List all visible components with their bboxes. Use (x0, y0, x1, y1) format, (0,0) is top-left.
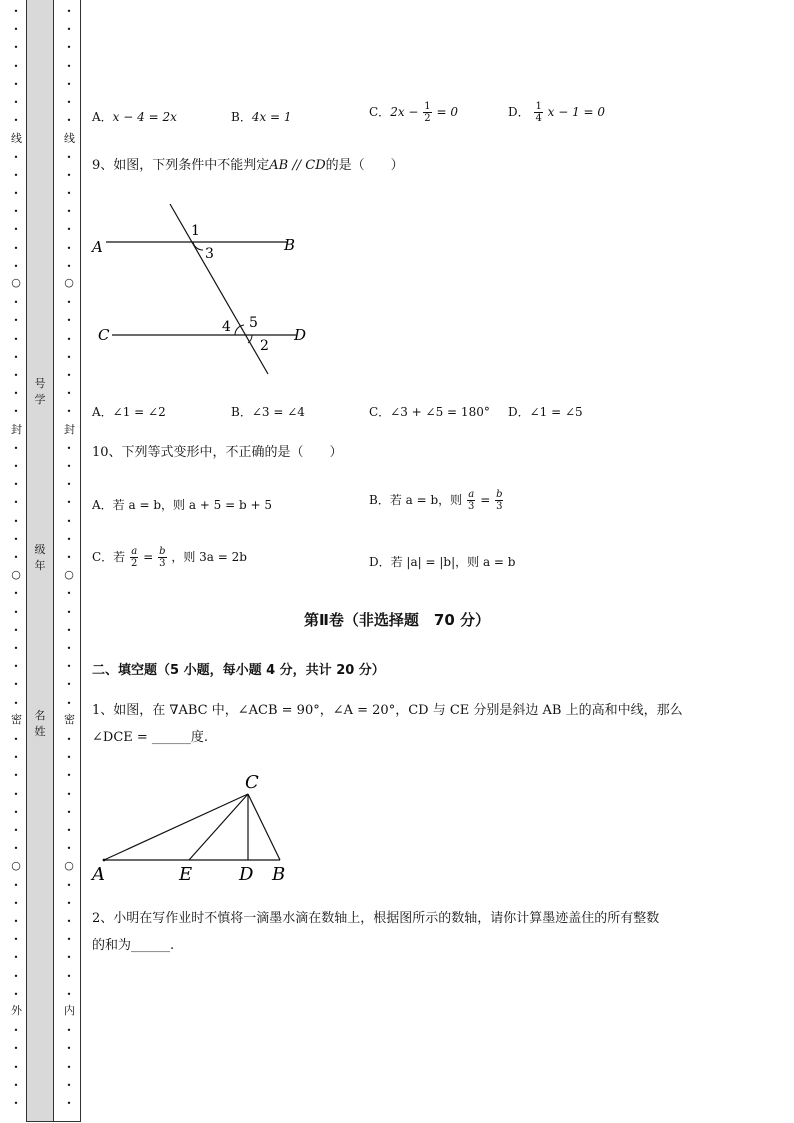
q9-option-d: D．∠1 = ∠5 (508, 405, 583, 419)
seal-dot: • (13, 407, 19, 417)
seal-dot: • (66, 880, 72, 890)
seal-circle: ○ (11, 859, 21, 872)
seal-dot: • (66, 407, 72, 417)
angle-label-3: 3 (205, 246, 214, 262)
seal-dot: • (13, 698, 19, 708)
seal-dot: • (66, 371, 72, 380)
seal-dot: • (66, 789, 72, 799)
angle-label-1: 1 (191, 223, 200, 239)
seal-dot: • (13, 644, 19, 653)
seal-dot: • (66, 1044, 72, 1054)
q9-stem: 9、如图，下列条件中不能判定AB // CD的是（ ） (92, 158, 404, 173)
seal-dot: • (66, 971, 72, 981)
seal-dot: • (13, 662, 19, 672)
seal-dot: • (13, 61, 19, 71)
seal-dot: • (66, 79, 72, 89)
seal-dot: • (13, 170, 19, 180)
seal-dot: • (13, 680, 19, 690)
seal-dot: • (13, 116, 19, 126)
seal-dot: • (66, 480, 72, 490)
seal-dot: • (66, 844, 72, 854)
label-B: B (284, 236, 296, 254)
q9-option-a: A．∠1 = ∠2 (92, 405, 166, 419)
seal-mark: 线 (11, 132, 22, 145)
margin-border-line (80, 0, 81, 1122)
seal-mark: 封 (11, 423, 22, 436)
seal-dot: • (13, 371, 19, 380)
seal-dot: • (66, 1099, 72, 1108)
q8-option-a: A．x − 4 = 2x (92, 110, 177, 124)
seal-dot: • (66, 534, 72, 544)
seal-dot: • (66, 298, 72, 308)
seal-dot: • (13, 807, 19, 817)
q10-option-a: A．若 a = b，则 a + 5 = b + 5 (92, 498, 272, 512)
seal-dot: • (13, 735, 19, 744)
label-E: E (179, 864, 193, 885)
seal-dot: • (13, 25, 19, 35)
seal-dot: • (13, 971, 19, 981)
seal-dot: • (13, 625, 19, 635)
seal-dot: • (66, 316, 72, 326)
q9-option-c: C．∠3 + ∠5 = 180° (369, 405, 490, 419)
seal-dot: • (66, 334, 72, 344)
seal-dot: • (13, 753, 19, 763)
label-B: B (272, 864, 286, 885)
seal-dot: • (66, 98, 72, 107)
seal-mark: 外 (11, 1004, 22, 1017)
label-C: C (98, 326, 110, 344)
seal-dot: • (66, 917, 72, 926)
seal-dot: • (66, 553, 72, 562)
seal-dot: • (13, 152, 19, 162)
seal-dot: • (13, 553, 19, 562)
seal-dot: • (66, 25, 72, 35)
q10-option-b: B．若 a = b，则 $\frac{a}{3}$ = $\frac{b}{3}$ (369, 489, 503, 512)
field-name: 名姓 (34, 709, 46, 738)
fraction: $\frac{b}{3}$ (496, 489, 503, 512)
seal-dot: • (66, 589, 72, 599)
field-student-number: 号学 (34, 377, 46, 406)
seal-dot: • (66, 989, 72, 999)
seal-dot: • (66, 735, 72, 744)
seal-dot: • (13, 43, 19, 53)
fraction: $\frac{a}{2}$ (131, 546, 138, 569)
seal-dot: • (66, 170, 72, 180)
seal-dot: • (13, 1080, 19, 1090)
seal-dot: • (13, 498, 19, 508)
seal-dot: • (66, 116, 72, 126)
seal-mark: 封 (64, 423, 75, 436)
seal-dot: • (13, 1044, 19, 1054)
inner-seal-line (64, 0, 74, 1123)
seal-dot: • (13, 1062, 19, 1072)
seal-dot: • (13, 462, 19, 471)
label-C: C (245, 772, 259, 793)
q9-option-b: B．∠3 = ∠4 (231, 405, 305, 419)
seal-dot: • (66, 43, 72, 53)
seal-dot: • (13, 607, 19, 617)
label-D: D (239, 864, 254, 885)
seal-dot: • (13, 1026, 19, 1036)
seal-dot: • (66, 935, 72, 945)
seal-circle: ○ (64, 859, 74, 872)
seal-mark: 密 (64, 713, 75, 726)
seal-dot: • (66, 389, 72, 399)
fraction: $\frac{a}{3}$ (467, 489, 475, 512)
fill-blank-section-heading: 二、填空题（5 小题，每小题 4 分，共计 20 分） (92, 663, 385, 678)
seal-dot: • (13, 898, 19, 908)
angle-label-4: 4 (222, 319, 231, 335)
fraction: $\frac{b}{3}$ (159, 546, 166, 569)
seal-dot: • (13, 789, 19, 799)
seal-dot: • (13, 225, 19, 235)
seal-dot: • (66, 698, 72, 708)
seal-dot: • (66, 662, 72, 672)
seal-dot: • (13, 935, 19, 945)
fraction: $\frac{1}{2}$ (424, 101, 431, 124)
seal-dot: • (13, 589, 19, 599)
seal-dot: • (13, 534, 19, 544)
seal-dot: • (13, 7, 19, 16)
part-two-title: 第Ⅱ卷（非选择题 70 分） (304, 611, 490, 629)
fraction: $\frac{1}{4}$ (535, 101, 542, 124)
seal-dot: • (13, 79, 19, 89)
f1-stem-line2: ∠DCE = ______度. (92, 730, 209, 745)
seal-dot: • (13, 389, 19, 399)
f2-stem-line2: 的和为______. (92, 938, 175, 953)
seal-dot: • (66, 498, 72, 508)
seal-circle: ○ (11, 568, 21, 581)
seal-dot: • (66, 352, 72, 362)
q8-option-c: C．2x − $\frac{1}{2}$ = 0 (369, 101, 459, 124)
seal-dot: • (13, 826, 19, 835)
q8-option-b: B．4x = 1 (231, 110, 292, 124)
q8-option-d: D． $\frac{1}{4}$ x − 1 = 0 (508, 101, 606, 124)
seal-dot: • (66, 771, 72, 781)
q10-stem: 10、下列等式变形中，不正确的是（ ） (92, 445, 343, 460)
q10-option-d: D．若 |a| = |b|，则 a = b (369, 555, 516, 569)
q10-option-c: C．若 $\frac{a}{2}$ = $\frac{b}{3}$ ，则 3a = 2b (92, 546, 247, 569)
seal-dot: • (13, 243, 19, 253)
seal-dot: • (13, 316, 19, 326)
seal-dot: • (66, 753, 72, 763)
seal-dot: • (66, 953, 72, 963)
seal-dot: • (13, 298, 19, 308)
seal-dot: • (13, 261, 19, 271)
seal-dot: • (13, 880, 19, 890)
seal-dot: • (66, 1080, 72, 1090)
seal-dot: • (13, 1099, 19, 1108)
seal-mark: 内 (64, 1004, 75, 1017)
outer-seal-line (11, 0, 21, 1123)
field-grade: 级年 (34, 543, 46, 572)
seal-dot: • (13, 480, 19, 490)
seal-dot: • (66, 1062, 72, 1072)
seal-dot: • (66, 807, 72, 817)
seal-dot: • (13, 989, 19, 999)
f2-stem-line1: 2、小明在写作业时不慎将一滴墨水滴在数轴上，根据图所示的数轴，请你计算墨迹盖住的所有整数 (92, 911, 660, 926)
seal-dot: • (66, 189, 72, 198)
seal-circle: ○ (64, 276, 74, 289)
seal-dot: • (66, 1026, 72, 1036)
seal-dot: • (66, 225, 72, 235)
f1-figure-triangle (88, 768, 300, 886)
seal-circle: ○ (64, 568, 74, 581)
seal-dot: • (66, 261, 72, 271)
seal-dot: • (66, 898, 72, 908)
seal-dot: • (13, 189, 19, 198)
label-A: A (92, 238, 103, 256)
seal-dot: • (66, 680, 72, 690)
seal-dot: • (66, 61, 72, 71)
seal-dot: • (13, 352, 19, 362)
binding-margin (0, 0, 82, 1123)
seal-dot: • (13, 207, 19, 217)
angle-label-2: 2 (260, 338, 269, 354)
seal-dot: • (13, 844, 19, 854)
seal-dot: • (66, 607, 72, 617)
f1-stem-line1: 1、如图，在 ∇ABC 中，∠ACB = 90°，∠A = 20°，CD 与 CE 分别是斜边 AB 上的高和中线，那么 (92, 703, 683, 718)
seal-dot: • (66, 826, 72, 835)
label-D: D (294, 326, 307, 344)
seal-dot: • (66, 152, 72, 162)
seal-dot: • (66, 644, 72, 653)
seal-dot: • (13, 334, 19, 344)
seal-dot: • (66, 207, 72, 217)
seal-mark: 密 (11, 713, 22, 726)
seal-dot: • (66, 462, 72, 471)
seal-dot: • (66, 625, 72, 635)
q9-figure-parallel-lines (86, 198, 316, 380)
seal-mark: 线 (64, 132, 75, 145)
seal-dot: • (13, 917, 19, 926)
seal-circle: ○ (11, 276, 21, 289)
label-A: A (92, 864, 105, 885)
seal-dot: • (13, 516, 19, 526)
seal-dot: • (66, 243, 72, 253)
seal-dot: • (13, 98, 19, 107)
seal-dot: • (66, 443, 72, 453)
seal-dot: • (66, 7, 72, 16)
seal-dot: • (13, 443, 19, 453)
angle-label-5: 5 (249, 315, 258, 331)
seal-dot: • (13, 953, 19, 963)
seal-dot: • (66, 516, 72, 526)
seal-dot: • (13, 771, 19, 781)
